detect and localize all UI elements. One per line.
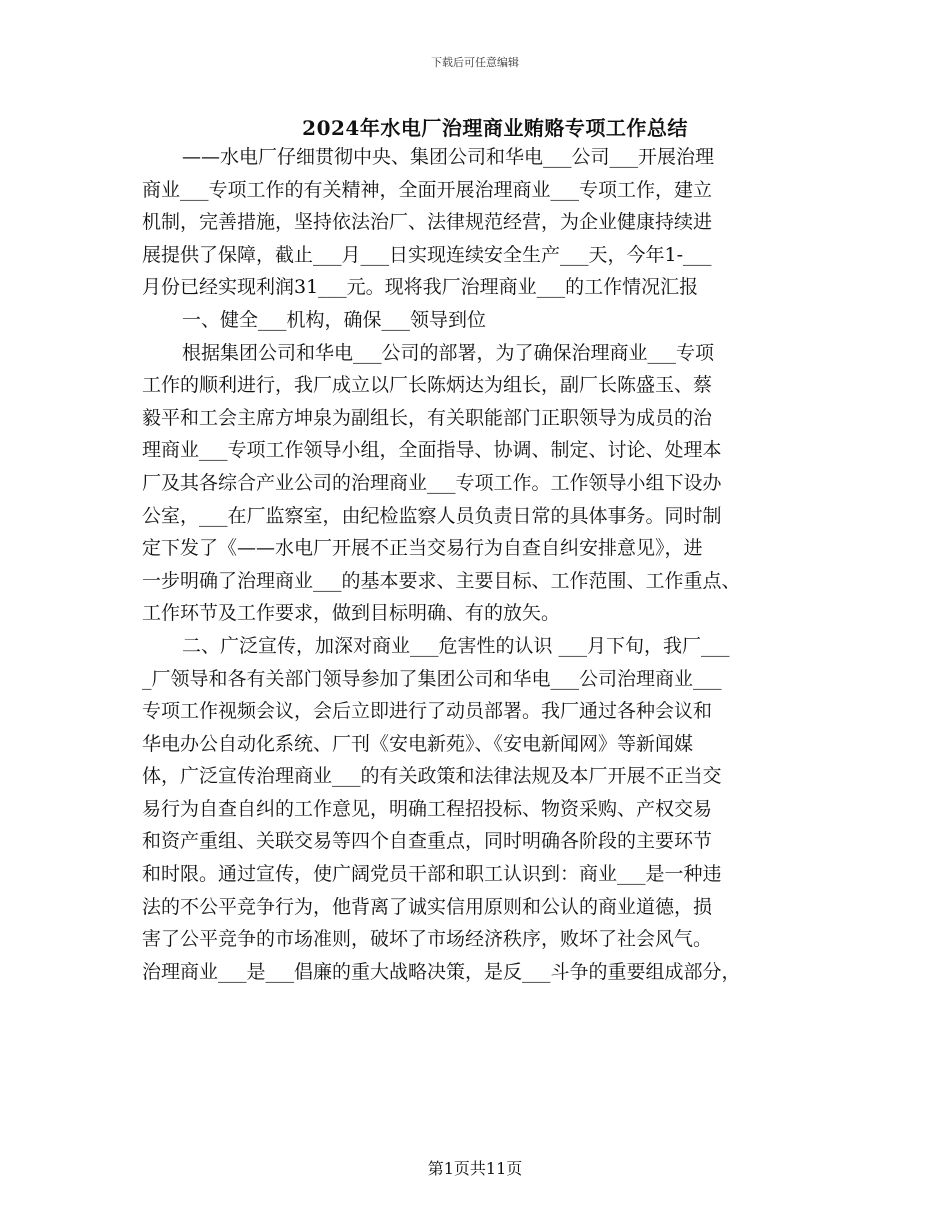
body-line: 易行为自查自纠的工作意见，明确工程招投标、物资采购、产权交易 xyxy=(142,797,713,820)
body-line: 治理商业___是___倡廉的重大战略决策，是反___斗争的重要组成部分， xyxy=(142,960,741,983)
body-line: 根据集团公司和华电___公司的部署，为了确保治理商业___专项 xyxy=(182,341,715,364)
body-line: 二、广泛宣传，加深对商业___危害性的认识 ___月下旬，我厂___ xyxy=(182,634,730,657)
body-line: 公室，___在厂监察室，由纪检监察人员负责日常的具体事务。同时制 xyxy=(142,504,722,527)
body-line: 和资产重组、关联交易等四个自查重点，同时明确各阶段的主要环节 xyxy=(142,830,713,853)
body-line: 厂及其各综合产业公司的治理商业___专项工作。工作领导小组下设办 xyxy=(142,471,722,494)
page-number: 第1页共11页 xyxy=(427,1159,523,1178)
body-line: 体，广泛宣传治理商业___的有关政策和法律法规及本厂开展不正当交 xyxy=(142,765,722,788)
body-line: 专项工作视频会议，会后立即进行了动员部署。我厂通过各种会议和 xyxy=(142,700,713,723)
body-line: 一步明确了治理商业___的基本要求、主要目标、工作范围、工作重点、 xyxy=(142,569,741,592)
body-line: _厂领导和各有关部门领导参加了集团公司和华电___公司治理商业___ xyxy=(142,667,722,690)
body-line: 毅平和工会主席方坤泉为副组长，有关职能部门正职领导为成员的治 xyxy=(142,406,713,429)
body-line: ——水电厂仔细贯彻中央、集团公司和华电___公司___开展治理 xyxy=(182,146,715,168)
document-title: 2024年水电厂治理商业贿赂专项工作总结 xyxy=(302,116,688,140)
document-body xyxy=(142,141,822,988)
body-line: 商业___专项工作的有关精神，全面开展治理商业___专项工作，建立 xyxy=(142,178,713,201)
body-line: 一、健全___机构，确保___领导到位 xyxy=(182,308,487,331)
header-note: 下载后可任意编辑 xyxy=(431,56,519,69)
body-line: 理商业___专项工作领导小组，全面指导、协调、制定、讨论、处理本 xyxy=(142,439,722,462)
body-line: 定下发了《——水电厂开展不正当交易行为自查自纠安排意见》，进 xyxy=(142,537,703,560)
body-line: 法的不公平竞争行为，他背离了诚实信用原则和公认的商业道德，损 xyxy=(142,895,713,918)
body-line: 工作环节及工作要求，做到目标明确、有的放矢。 xyxy=(142,602,561,625)
body-line: 和时限。通过宣传，使广阔党员干部和职工认识到：商业___是一种违 xyxy=(142,863,722,886)
body-line: 害了公平竞争的市场准则，破坏了市场经济秩序，败坏了社会风气。 xyxy=(142,928,713,951)
body-line: 展提供了保障，截止___月___日实现连续安全生产___天，今年1-___ xyxy=(142,243,712,266)
body-line: 月份已经实现利润31___元。现将我厂治理商业___的工作情况汇报 xyxy=(142,276,699,299)
body-line: 机制，完善措施，坚持依法治厂、法律规范经营，为企业健康持续进 xyxy=(142,211,713,234)
body-line: 工作的顺利进行，我厂成立以厂长陈炳达为组长，副厂长陈盛玉、蔡 xyxy=(142,374,713,397)
body-line: 华电办公自动化系统、厂刊《安电新苑》、《安电新闻网》等新闻媒 xyxy=(142,732,694,755)
